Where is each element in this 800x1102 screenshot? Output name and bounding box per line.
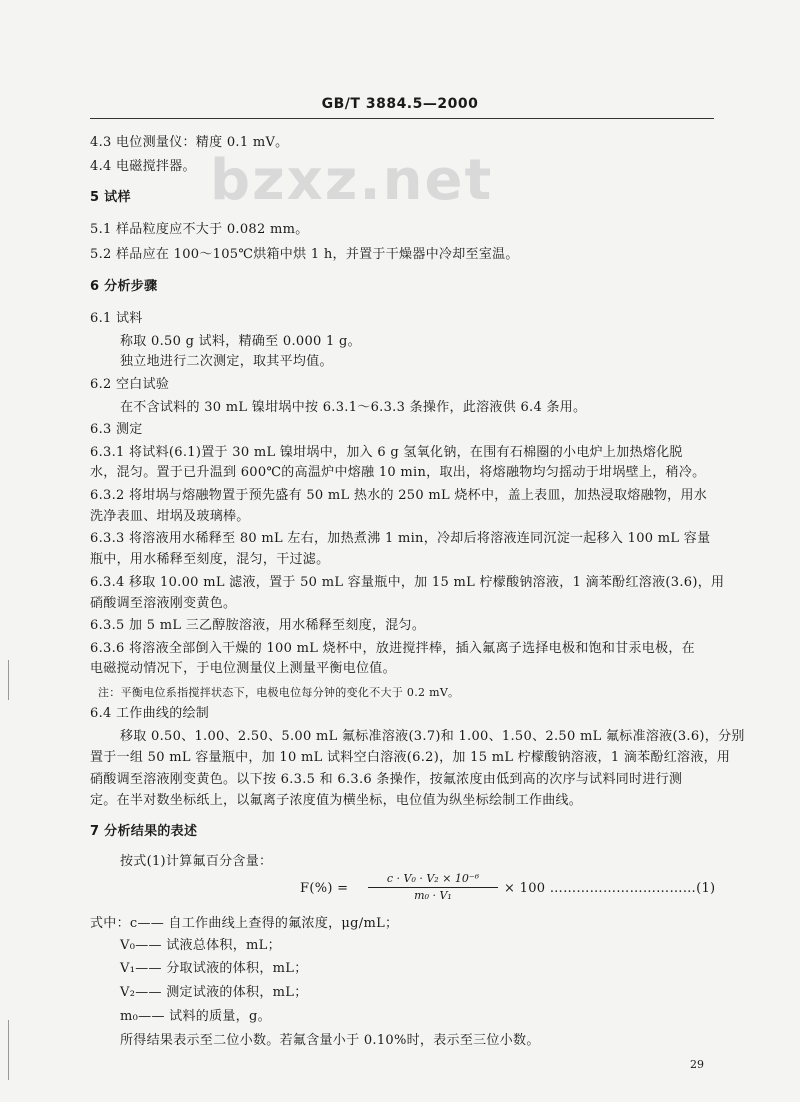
where-v0: V₀—— 试液总体积，mL； [120, 938, 281, 953]
line-6-2: 6.2 空白试验 [90, 377, 170, 392]
where-v1: V₁—— 分取试液的体积，mL； [120, 961, 308, 976]
formula-denominator: m₀ · V₁ [414, 889, 452, 902]
line-6-3: 6.3 测定 [90, 422, 143, 437]
where-m0: m₀—— 试料的质量，g。 [120, 1009, 271, 1024]
formula-fraction [368, 872, 498, 903]
line-4-4: 4.4 电磁搅拌器。 [90, 159, 196, 174]
standard-header: GB/T 3884.5—2000 [321, 96, 479, 112]
line-6-3-2-b: 洗净表皿、坩埚及玻璃棒。 [90, 509, 250, 524]
section-6-heading: 6 分析步骤 [90, 279, 158, 294]
line-6-4-a: 移取 0.50、1.00、2.50、5.00 mL 氟标准溶液(3.7)和 1.00、1.50、2.50 mL 氟标准溶液(3.6)，分别 [120, 729, 745, 744]
line-6-1-b: 独立地进行二次测定，取其平均值。 [120, 354, 333, 369]
result-rule: 所得结果表示至二位小数。若氟含量小于 0.10%时，表示至三位小数。 [120, 1033, 540, 1048]
line-6-1-a: 称取 0.50 g 试料，精确至 0.000 1 g。 [120, 334, 361, 349]
formula-lhs: F(%) = [300, 881, 349, 896]
scan-artifact [8, 1020, 9, 1080]
line-6-3-6-a: 6.3.6 将溶液全部倒入干燥的 100 mL 烧杯中，放进搅拌棒，插入氟离子选择电极和饱和甘汞电极，在 [90, 641, 695, 656]
page-number: 29 [690, 1058, 704, 1071]
fraction-bar [368, 887, 498, 888]
line-6-1: 6.1 试料 [90, 311, 143, 326]
watermark: bzxz.net [210, 148, 494, 213]
formula-numerator: c · V₀ · V₂ × 10⁻⁶ [386, 872, 480, 885]
where-v2: V₂—— 测定试液的体积，mL； [120, 985, 308, 1000]
line-6-3-2-a: 6.3.2 将坩埚与熔融物置于预先盛有 50 mL 热水的 250 mL 烧杯中，盖上表皿，加热浸取熔融物，用水 [90, 488, 708, 503]
line-6-3-6-b: 电磁搅动情况下，于电位测量仪上测量平衡电位值。 [90, 661, 396, 676]
line-6-4-b: 置于一组 50 mL 容量瓶中，加 10 mL 试料空白溶液(6.2)，加 15 mL 柠檬酸钠溶液，1 滴苯酚红溶液，用 [90, 750, 731, 765]
line-6-3-1-b: 水，混匀。置于已升温到 600℃的高温炉中熔融 10 min，取出，将熔融物均匀摇动于坩埚壁上，稍冷。 [90, 465, 706, 480]
where-c: 式中：c—— 自工作曲线上查得的氟浓度，μg/mL； [90, 916, 399, 931]
section-7-heading: 7 分析结果的表述 [90, 824, 198, 839]
formula-rhs: × 100 ……………………………(1) [504, 881, 716, 896]
line-5-1: 5.1 样品粒度应不大于 0.082 mm。 [90, 222, 309, 237]
line-5-2: 5.2 样品应在 100～105℃烘箱中烘 1 h，并置于干燥器中冷却至室温。 [90, 247, 519, 262]
line-6-3-1-a: 6.3.1 将试料(6.1)置于 30 mL 镍坩埚中，加入 6 g 氢氧化钠，在围有石棉圈的小电炉上加热熔化脱 [90, 445, 683, 460]
line-7-a: 按式(1)计算氟百分含量： [120, 854, 273, 869]
line-6-4-d: 定。在半对数坐标纸上，以氟离子浓度值为横坐标，电位值为纵坐标绘制工作曲线。 [90, 793, 583, 808]
line-4-3: 4.3 电位测量仪：精度 0.1 mV。 [90, 135, 289, 150]
line-6-2-a: 在不含试料的 30 mL 镍坩埚中按 6.3.1～6.3.3 条操作，此溶液供 6.4 条用。 [120, 400, 587, 415]
line-6-3-4-b: 硝酸调至溶液刚变黄色。 [90, 596, 237, 611]
line-6-4: 6.4 工作曲线的绘制 [90, 706, 210, 721]
section-5-heading: 5 试样 [90, 190, 131, 205]
line-6-3-3-b: 瓶中，用水稀释至刻度，混匀，干过滤。 [90, 552, 330, 567]
header-rule [90, 118, 714, 119]
note: 注：平衡电位系指搅拌状态下，电极电位每分钟的变化不大于 0.2 mV。 [98, 686, 460, 699]
line-6-3-4-a: 6.3.4 移取 10.00 mL 滤液，置于 50 mL 容量瓶中，加 15 mL 柠檬酸钠溶液，1 滴苯酚红溶液(3.6)，用 [90, 575, 725, 590]
line-6-3-3-a: 6.3.3 将溶液用水稀释至 80 mL 左右，加热煮沸 1 min，冷却后将溶液连同沉淀一起移入 100 mL 容量 [90, 531, 711, 546]
line-6-3-5: 6.3.5 加 5 mL 三乙醇胺溶液，用水稀释至刻度，混匀。 [90, 618, 426, 633]
line-6-4-c: 硝酸调至溶液刚变黄色。以下按 6.3.5 和 6.3.6 条操作，按氟浓度由低到高的次序与试料同时进行测 [90, 772, 683, 787]
scan-artifact [8, 660, 9, 700]
